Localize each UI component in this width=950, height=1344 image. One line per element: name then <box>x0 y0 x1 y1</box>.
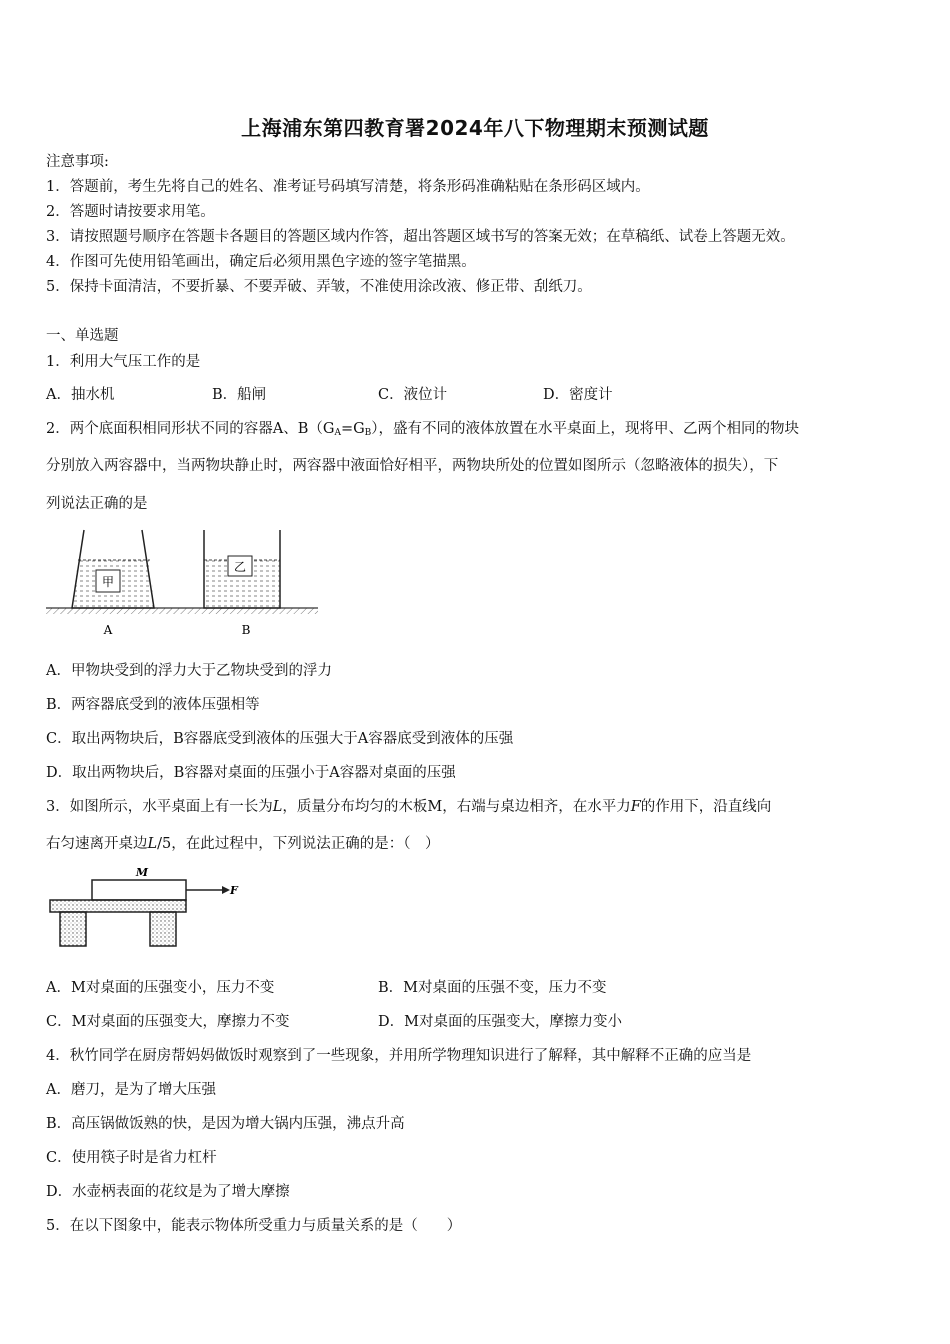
question-3-stem: 3．如图所示，水平桌面上有一长为L，质量分布均匀的木板M，右端与桌边相齐，在水平力F的作用下，沿直线向 <box>46 799 772 815</box>
question-2-stem-line2: 分别放入两容器中，当两物块静止时，两容器中液面恰好相平，两物块所处的位置如图所示（忽略液体的损失），下 <box>46 458 779 474</box>
notice-item: 5．保持卡面清洁，不要折暴、不要弄破、弄皱，不准使用涂改液、修正带、刮纸刀。 <box>46 279 592 295</box>
question-5-stem: 5．在以下图象中，能表示物体所受重力与质量关系的是（ ） <box>46 1218 462 1234</box>
notice-heading: 注意事项: <box>46 154 109 170</box>
q4-option-d: D．水壶柄表面的花纹是为了增大摩擦 <box>46 1184 290 1200</box>
q1-option-c: C．液位计 <box>378 387 448 403</box>
notice-item: 1．答题前，考生先将自己的姓名、准考证号码填写清楚，将条形码准确粘贴在条形码区域内。 <box>46 179 650 195</box>
question-4-stem: 4．秋竹同学在厨房帮妈妈做饭时观察到了一些现象，并用所学物理知识进行了解释，其中解释不正确的应当是 <box>46 1048 752 1064</box>
force-arrow-head <box>222 886 230 894</box>
q2-option-b: B．两容器底受到的液体压强相等 <box>46 697 260 713</box>
page-title: 上海浦东第四教育署2024年八下物理期末预测试题 <box>241 116 709 140</box>
section-heading: 一、单选题 <box>46 328 119 344</box>
notice-item: 4．作图可先使用铅笔画出，确定后必须用黑色字迹的签字笔描黑。 <box>46 254 476 270</box>
q4-option-a: A．磨刀，是为了增大压强 <box>46 1082 216 1098</box>
question-2-stem-line3: 列说法正确的是 <box>46 496 148 512</box>
q1-option-b: B．船闸 <box>212 387 267 403</box>
question-3-stem-line2: 右匀速离开桌边L/5，在此过程中，下列说法正确的是：（ ） <box>46 836 440 852</box>
force-f-label: F <box>230 884 238 897</box>
question-1-stem: 1．利用大气压工作的是 <box>46 354 201 370</box>
q2-option-c: C．取出两物块后，B容器底受到液体的压强大于A容器底受到液体的压强 <box>46 731 514 747</box>
q1-option-a: A．抽水机 <box>46 387 115 403</box>
q2-option-d: D．取出两物块后，B容器对桌面的压强小于A容器对桌面的压强 <box>46 765 456 781</box>
q3-option-b: B．M对桌面的压强不变，压力不变 <box>378 980 607 996</box>
table-surface-hatch <box>46 608 318 614</box>
notice-item: 3．请按照题号顺序在答题卡各题目的答题区域内作答，超出答题区域书写的答案无效；在草稿纸、试卷上答题无效。 <box>46 229 795 245</box>
table-leg-left <box>60 912 86 946</box>
question-2-stem: 2．两个底面积相同形状不同的容器A、$B(G_A=G_B)$，盛有不同的液体放置在水平桌面上，现将甲、乙两个相同的物块 <box>46 421 800 438</box>
container-b-label: B <box>241 623 251 637</box>
q4-option-b: B．高压锅做饭熟的快，是因为增大锅内压强，沸点升高 <box>46 1116 405 1132</box>
table-top <box>50 900 186 912</box>
table-leg-right <box>150 912 176 946</box>
q2-option-a: A．甲物块受到的浮力大于乙物块受到的浮力 <box>46 663 332 679</box>
q4-option-c: C．使用筷子时是省力杠杆 <box>46 1150 217 1166</box>
notice-item: 2．答题时请按要求用笔。 <box>46 204 215 220</box>
q3-option-a: A．M对桌面的压强变小，压力不变 <box>46 980 275 996</box>
q3-board-table-figure <box>44 864 254 952</box>
q3-option-d: D．M对桌面的压强变大，摩擦力变小 <box>378 1014 622 1030</box>
board-m-label: M <box>135 866 149 879</box>
block-jia-label: 甲 <box>101 575 115 589</box>
q2-containers-figure <box>44 524 324 642</box>
board-m <box>92 880 186 900</box>
block-yi-label: 乙 <box>233 560 247 574</box>
q1-option-d: D．密度计 <box>543 387 613 403</box>
q3-option-c: C．M对桌面的压强变大，摩擦力不变 <box>46 1014 290 1030</box>
container-a-label: A <box>103 623 113 637</box>
